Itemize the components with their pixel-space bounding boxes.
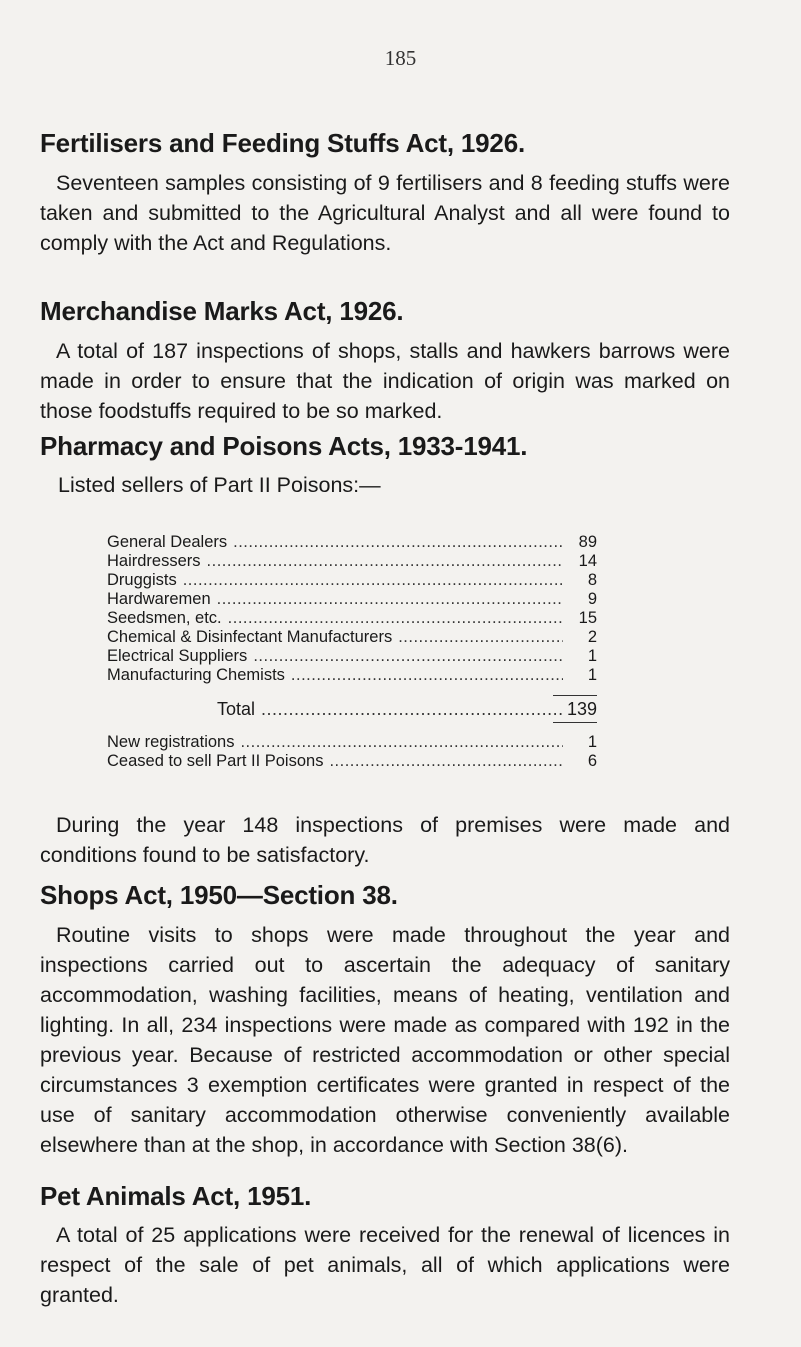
total-row xyxy=(107,696,597,722)
seller-row xyxy=(107,571,597,590)
seller-count: 8 xyxy=(587,571,597,589)
seller-row xyxy=(107,666,597,685)
seller-count: 1 xyxy=(587,647,597,665)
heading-shops-act: Shops Act, 1950—Section 38. xyxy=(40,880,398,910)
seller-name: Seedsmen, etc. xyxy=(107,609,222,627)
seller-name: Hardwaremen xyxy=(107,590,211,608)
heading-merchandise-marks: Merchandise Marks Act, 1926. xyxy=(40,296,404,326)
total-value: 139 xyxy=(566,699,597,719)
ceased-row xyxy=(107,752,597,771)
seller-count: 2 xyxy=(587,628,597,646)
seller-count: 14 xyxy=(578,552,597,570)
paragraph-fertilisers: Seventeen samples consisting of 9 fertilisers and 8 feeding stuffs were taken and submitted to the Agricultural Analyst and all were found to comply with the Act and Regulations. xyxy=(40,171,730,255)
heading-pet-animals: Pet Animals Act, 1951. xyxy=(40,1181,312,1211)
seller-row xyxy=(107,647,597,666)
seller-name: Electrical Suppliers xyxy=(107,647,248,665)
page-number: 185 xyxy=(384,46,417,70)
seller-count: 1 xyxy=(587,666,597,684)
heading-pharmacy-poisons: Pharmacy and Poisons Acts, 1933-1941. xyxy=(40,431,528,461)
new-registrations-label: New registrations xyxy=(107,733,235,751)
seller-name: Manufacturing Chemists xyxy=(107,666,285,684)
listed-sellers-intro: Listed sellers of Part II Poisons:— xyxy=(58,473,381,497)
seller-name: General Dealers xyxy=(107,533,228,551)
seller-name: Hairdressers xyxy=(107,552,201,570)
sellers-table xyxy=(107,533,597,771)
total-label: Total xyxy=(217,699,256,719)
seller-count: 15 xyxy=(578,609,597,627)
seller-row xyxy=(107,590,597,609)
paragraph-shops-act: Routine visits to shops were made throughout the year and inspections carried out to ascertain the adequacy of sanitary accommodation, washing facilities, means of heating, ventilation and lighting. In all, 234 inspections were made as compared with 192 in the previous year. Because of restricted accommodation or other special circumstances 3 exemption certificates were granted in respect of the use of sanitary accommodation otherwise conveniently available elsewhere than at the shop, in accordance with Section 38(6). xyxy=(40,923,730,1157)
paragraph-pharmacy-inspections: During the year 148 inspections of premises were made and conditions found to be satisfactory. xyxy=(40,813,730,867)
new-registrations-row xyxy=(107,733,597,752)
heading-fertilisers: Fertilisers and Feeding Stuffs Act, 1926. xyxy=(40,128,525,158)
seller-row xyxy=(107,533,597,552)
seller-row xyxy=(107,552,597,571)
paragraph-merchandise-marks: A total of 187 inspections of shops, stalls and hawkers barrows were made in order to ensure that the indication of origin was marked on those foodstuffs required to be so marked. xyxy=(40,339,730,423)
new-registrations-value: 1 xyxy=(587,733,597,751)
seller-count: 89 xyxy=(578,533,597,551)
seller-count: 9 xyxy=(587,590,597,608)
ceased-value: 6 xyxy=(587,752,597,770)
seller-row xyxy=(107,609,597,628)
paragraph-pet-animals: A total of 25 applications were received for the renewal of licences in respect of the sale of pet animals, all of which applications were granted. xyxy=(40,1223,730,1307)
seller-name: Druggists xyxy=(107,571,177,589)
seller-row xyxy=(107,628,597,647)
ceased-label: Ceased to sell Part II Poisons xyxy=(107,752,324,770)
seller-name: Chemical & Disinfectant Manufacturers xyxy=(107,628,393,646)
